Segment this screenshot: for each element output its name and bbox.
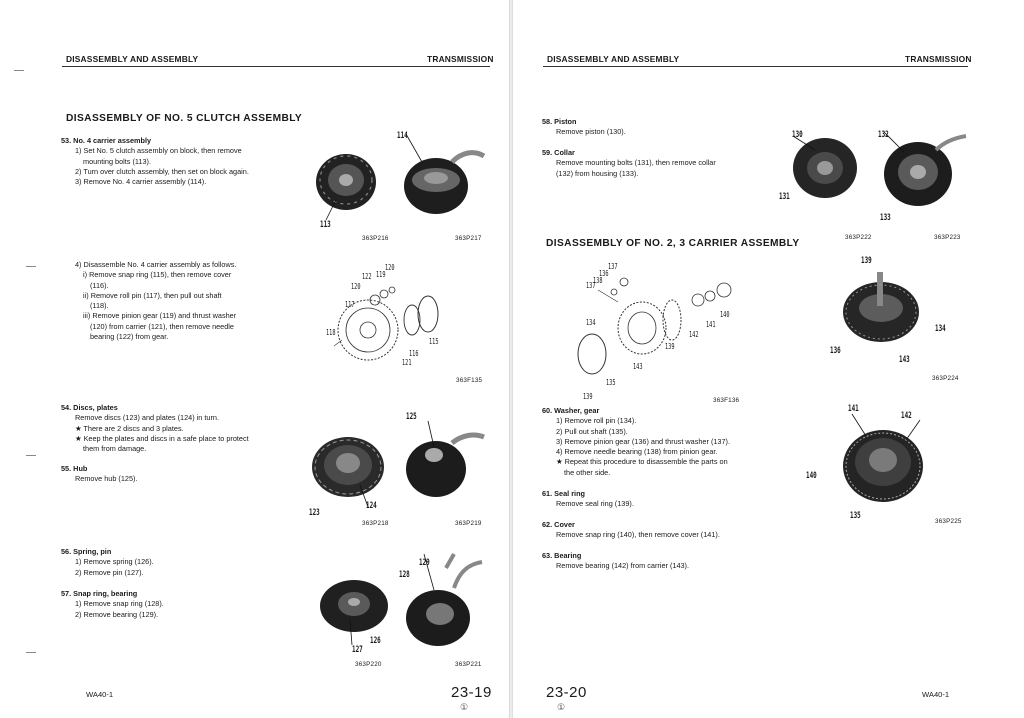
step-line: 1) Remove spring (126). <box>75 557 154 567</box>
callout-137-b: 137 <box>586 281 596 290</box>
photo-snap-ring-bearing <box>400 560 485 655</box>
step-63 <box>542 551 689 572</box>
callout-133: 133 <box>880 213 891 223</box>
step-title: 59. Collar <box>542 148 575 157</box>
callout-116: 116 <box>409 349 419 358</box>
callout-139-photo: 139 <box>861 256 872 266</box>
callout-120: 120 <box>385 263 395 272</box>
margin-mark <box>26 652 36 653</box>
step-title: 54. Discs, plates <box>61 403 118 412</box>
figure-code: 363F135 <box>456 377 483 384</box>
callout-134-photo: 134 <box>935 324 946 334</box>
callout-115: 115 <box>429 337 439 346</box>
right-page <box>513 0 1024 718</box>
step-title: 57. Snap ring, bearing <box>61 589 138 598</box>
step-line: iii) Remove pinion gear (119) and thrust washer <box>83 311 237 321</box>
step-line: 3) Remove pinion gear (136) and thrust washer (137). <box>556 436 730 446</box>
step-53-4 <box>61 260 236 342</box>
step-56 <box>61 547 154 578</box>
figure-code: 363P218 <box>362 520 389 527</box>
callout-122: 122 <box>362 272 372 281</box>
step-line: Remove discs (123) and plates (124) in turn. <box>75 413 219 423</box>
step-line: them from damage. <box>83 444 147 454</box>
step-line: 2) Pull out shaft (135). <box>556 426 628 436</box>
step-line: ★ Repeat this procedure to disassemble the parts on <box>556 457 728 467</box>
header-rule <box>62 66 490 67</box>
figure-code: 363P222 <box>845 234 872 241</box>
step-title: 55. Hub <box>61 464 88 473</box>
callout-138: 138 <box>593 276 603 285</box>
step-55 <box>61 464 137 485</box>
photo-bearing-carrier <box>828 410 943 515</box>
header-left-title: DISASSEMBLY AND ASSEMBLY <box>547 54 680 64</box>
step-line: Remove seal ring (139). <box>556 499 634 509</box>
callout-136: 136 <box>599 269 609 278</box>
callout-127: 127 <box>352 645 363 655</box>
step-line: (120) from carrier (121), then remove needle <box>90 321 234 331</box>
callout-135: 135 <box>606 378 616 387</box>
page-number: 23-20 <box>546 684 587 701</box>
margin-mark <box>14 70 24 71</box>
step-title: 56. Spring, pin <box>61 547 112 556</box>
step-line: Remove hub (125). <box>75 474 138 484</box>
photo-clutch-on-block <box>308 140 388 230</box>
step-line: bearing (122) from gear. <box>90 332 169 342</box>
header-rule <box>543 66 968 67</box>
step-title: 60. Washer, gear <box>542 406 600 415</box>
photo-piston <box>783 128 868 208</box>
step-58 <box>542 117 626 138</box>
margin-mark <box>26 266 36 267</box>
callout-139: 139 <box>665 342 675 351</box>
figure-code: 363F136 <box>713 397 740 404</box>
step-line: Remove snap ring (140), then remove cover (141). <box>556 530 720 540</box>
step-line: 4) Disassemble No. 4 carrier assembly as follows. <box>75 260 237 269</box>
callout-132: 132 <box>878 130 889 140</box>
callout-128: 128 <box>399 570 410 580</box>
revision-mark: ① <box>557 702 566 712</box>
revision-mark: ① <box>460 702 469 712</box>
callout-119: 119 <box>376 270 386 279</box>
callout-125: 125 <box>406 412 417 422</box>
photo-carrier-removal <box>392 140 487 230</box>
callout-124: 124 <box>366 501 377 511</box>
callout-114: 114 <box>397 131 408 141</box>
header-left-title: DISASSEMBLY AND ASSEMBLY <box>66 54 199 64</box>
photo-spring-pin <box>308 570 398 655</box>
callout-126: 126 <box>370 636 381 646</box>
margin-mark <box>26 455 36 456</box>
step-line: Remove mounting bolts (131), then remove collar <box>556 158 716 168</box>
step-line: 2) Remove bearing (129). <box>75 609 159 619</box>
header-right-title: TRANSMISSION <box>427 54 494 64</box>
step-line: the other side. <box>564 467 611 477</box>
step-57 <box>61 589 164 620</box>
callout-123: 123 <box>309 508 320 518</box>
step-61 <box>542 489 634 510</box>
step-line: 2) Remove pin (127). <box>75 567 144 577</box>
step-line: 2) Turn over clutch assembly, then set on block again. <box>75 166 249 176</box>
callout-120-b: 120 <box>351 282 361 291</box>
step-line: 1) Remove roll pin (134). <box>556 416 637 426</box>
callout-141-photo: 141 <box>848 404 859 414</box>
callout-140: 140 <box>720 310 730 319</box>
step-line: (118). <box>90 301 109 311</box>
header-right-title: TRANSMISSION <box>905 54 972 64</box>
callout-118: 118 <box>326 328 336 337</box>
step-59 <box>542 148 716 179</box>
callout-129: 129 <box>419 558 430 568</box>
step-line: Remove piston (130). <box>556 127 626 137</box>
photo-hub-removal <box>400 425 485 510</box>
callout-143-photo: 143 <box>899 355 910 365</box>
section-title: DISASSEMBLY OF NO. 2, 3 CARRIER ASSEMBLY <box>546 238 800 249</box>
step-title: 53. No. 4 carrier assembly <box>61 136 152 145</box>
figure-code: 363P216 <box>362 235 389 242</box>
callout-142-photo: 142 <box>901 411 912 421</box>
step-line: 1) Set No. 5 clutch assembly on block, then remove <box>75 146 242 156</box>
footer-model: WA40-1 <box>86 690 114 699</box>
step-line: ★ There are 2 discs and 3 plates. <box>75 423 184 433</box>
photo-discs-plates <box>306 425 396 510</box>
callout-117: 117 <box>345 300 355 309</box>
callout-143: 143 <box>633 362 643 371</box>
step-62 <box>542 520 720 541</box>
footer-model: WA40-1 <box>922 690 950 699</box>
section-title: DISASSEMBLY OF NO. 5 CLUTCH ASSEMBLY <box>66 113 303 124</box>
step-54 <box>61 403 249 454</box>
step-line: 4) Remove needle bearing (138) from pinion gear. <box>556 447 718 457</box>
step-line: 1) Remove snap ring (128). <box>75 599 164 609</box>
step-line: ii) Remove roll pin (117), then pull out shaft <box>83 290 222 300</box>
figure-code: 363P217 <box>455 235 482 242</box>
figure-code: 363P223 <box>934 234 961 241</box>
callout-135-photo: 135 <box>850 511 861 521</box>
page-number: 23-19 <box>451 684 492 701</box>
figure-code: 363P221 <box>455 661 482 668</box>
callout-113: 113 <box>320 220 331 230</box>
callout-140-photo: 140 <box>806 471 817 481</box>
left-page <box>0 0 510 718</box>
callout-142: 142 <box>689 330 699 339</box>
step-title: 58. Piston <box>542 117 577 126</box>
callout-134: 134 <box>586 318 596 327</box>
step-53 <box>61 136 249 187</box>
step-title: 62. Cover <box>542 520 575 529</box>
step-60 <box>542 406 730 478</box>
photo-collar <box>878 128 968 218</box>
step-line: (132) from housing (133). <box>556 168 639 178</box>
figure-code: 363P219 <box>455 520 482 527</box>
callout-130: 130 <box>792 130 803 140</box>
figure-code: 363P225 <box>935 518 962 525</box>
step-line: ★ Keep the plates and discs in a safe place to protect <box>75 433 249 443</box>
callout-131: 131 <box>779 192 790 202</box>
callout-139-b: 139 <box>583 392 593 401</box>
step-line: 3) Remove No. 4 carrier assembly (114). <box>75 177 207 187</box>
step-line: Remove bearing (142) from carrier (143). <box>556 561 690 571</box>
callout-121: 121 <box>402 358 412 367</box>
step-line: (116). <box>90 280 109 290</box>
step-line: mounting bolts (113). <box>83 156 152 166</box>
step-line: i) Remove snap ring (115), then remove cover <box>83 270 232 280</box>
photo-carrier-shaft <box>833 262 933 362</box>
step-title: 61. Seal ring <box>542 489 585 498</box>
callout-141: 141 <box>706 320 716 329</box>
figure-code: 363P224 <box>932 375 959 382</box>
figure-code: 363P220 <box>355 661 382 668</box>
callout-137: 137 <box>608 262 618 271</box>
callout-136-photo: 136 <box>830 346 841 356</box>
step-title: 63. Bearing <box>542 551 582 560</box>
